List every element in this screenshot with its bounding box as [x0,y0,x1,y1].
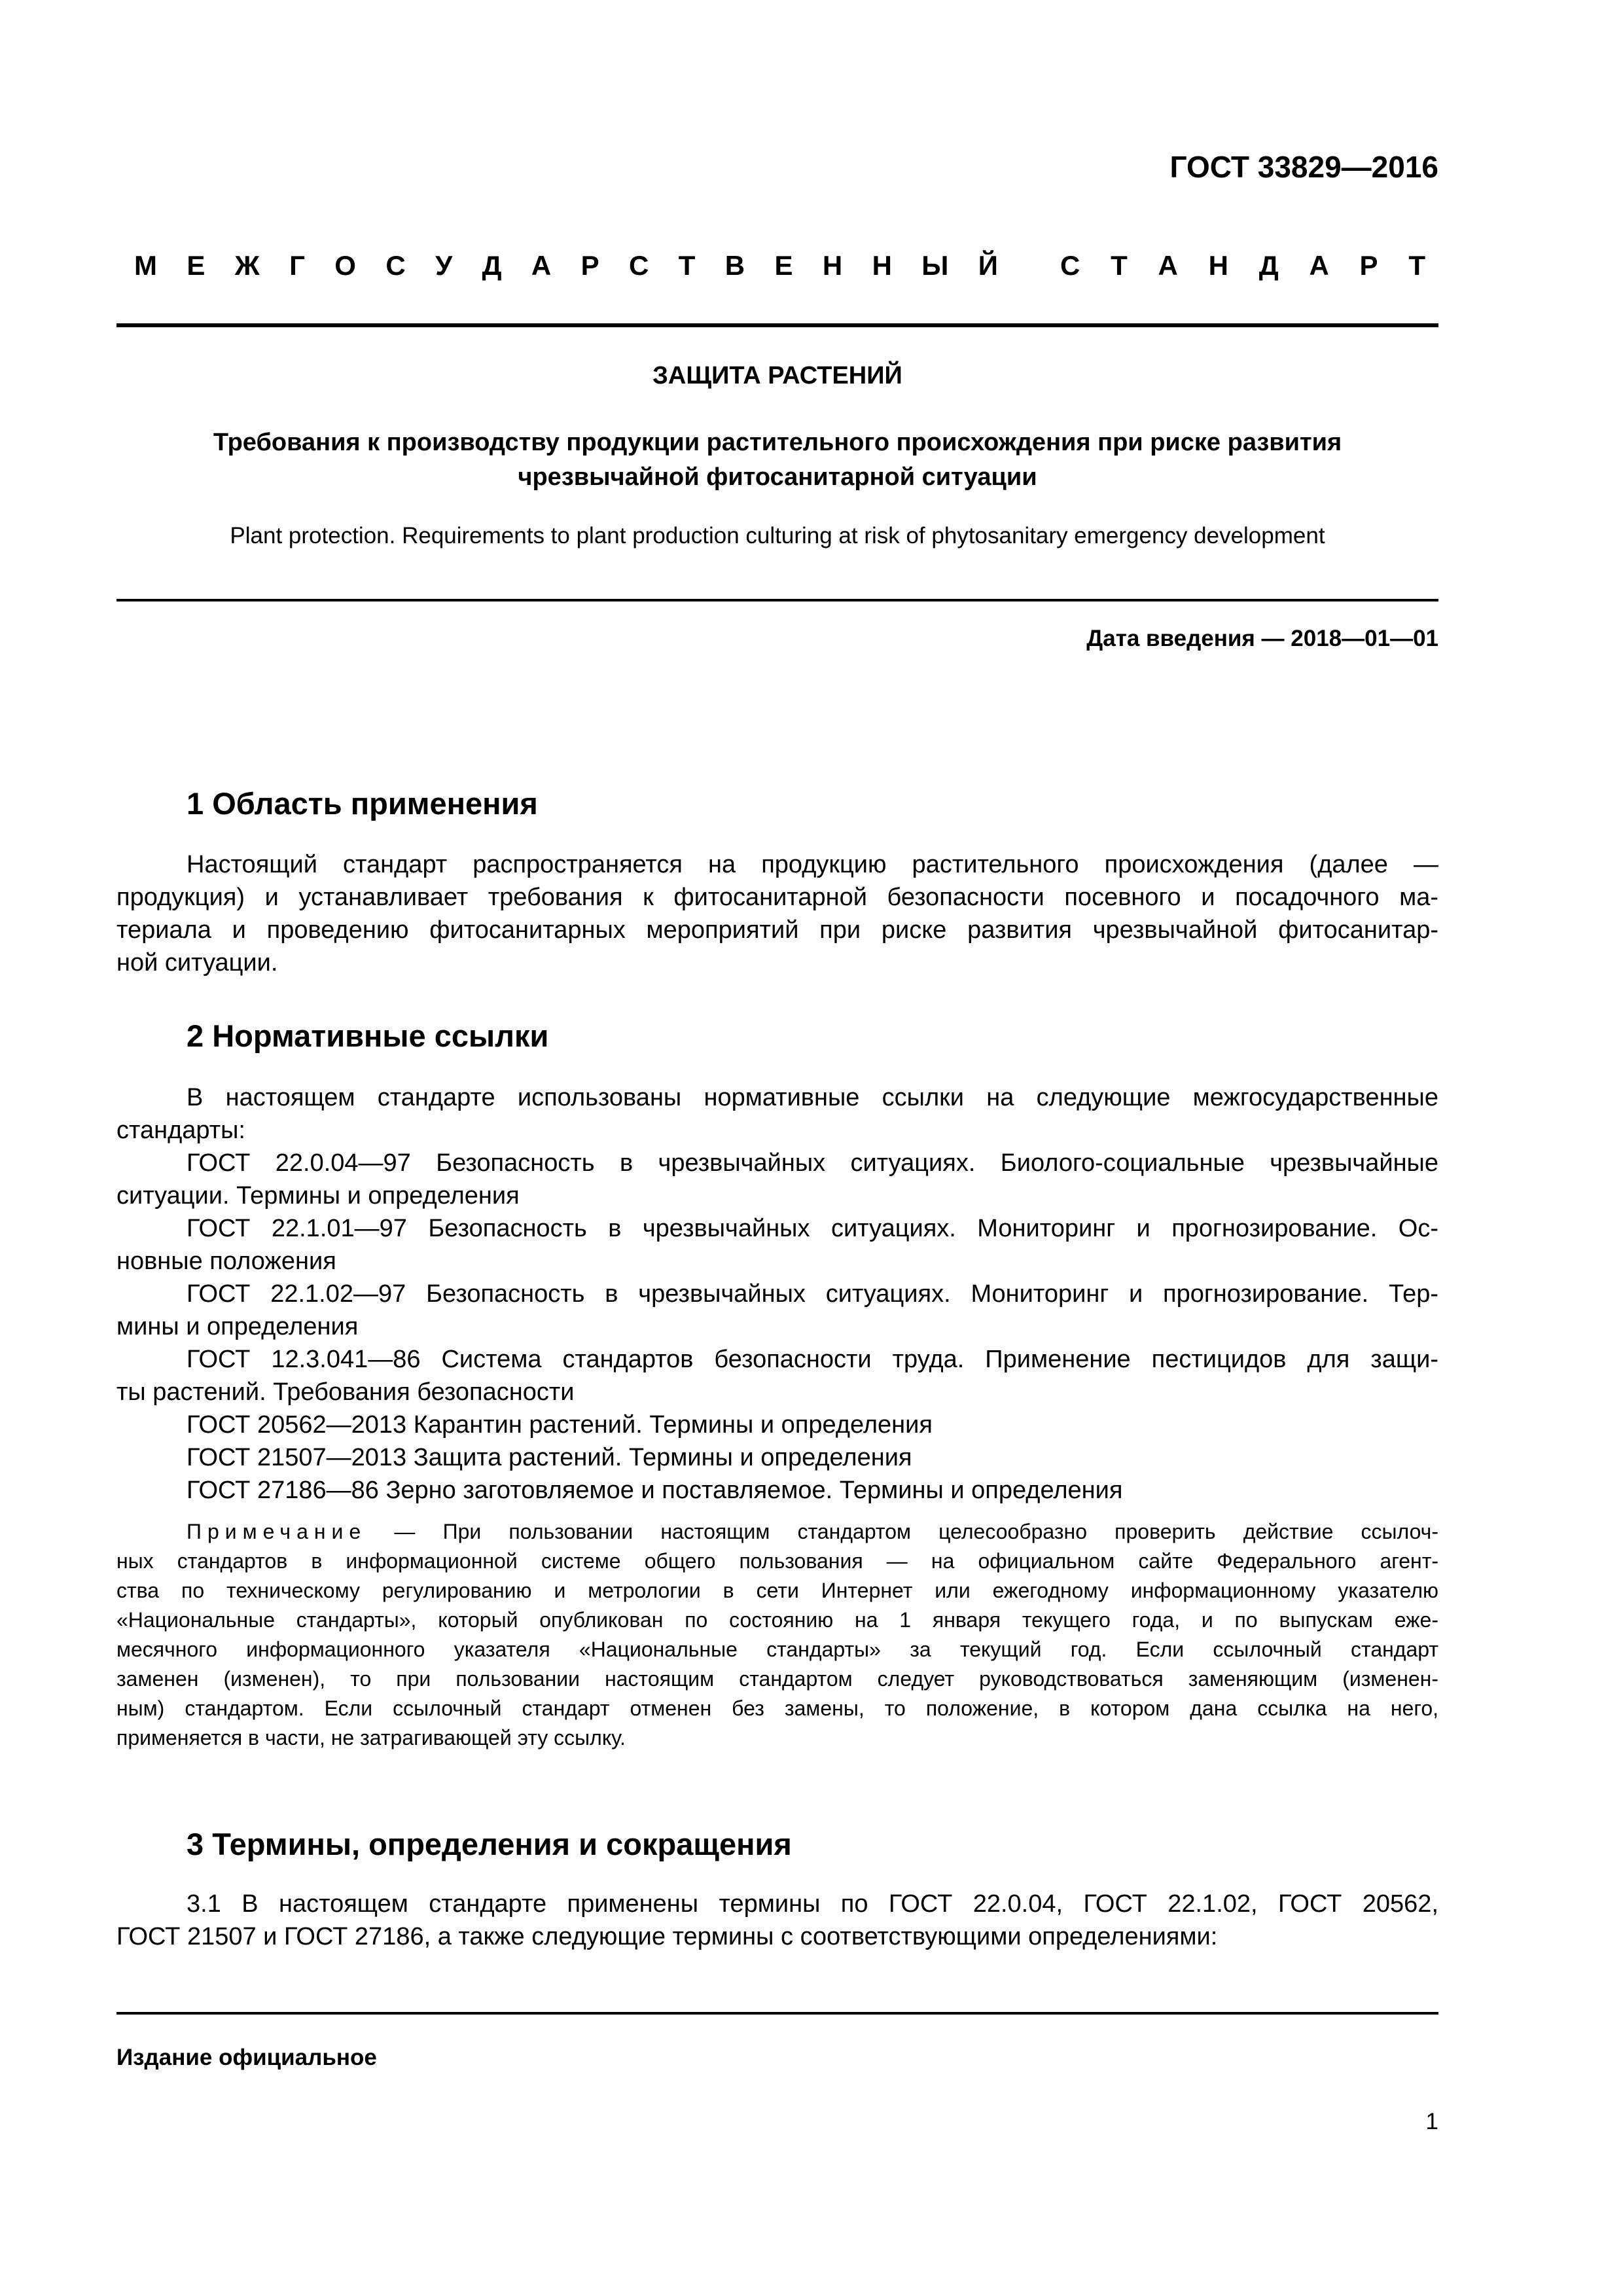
letter: Т [678,250,696,281]
section-2-note [116,1517,1438,1753]
reference-line: новные положения [116,1247,336,1275]
note-line: месячного информационного указателя «Национальные стандарты» за текущий год. Если ссылочный стандарт [116,1638,1438,1661]
title-divider [116,599,1438,601]
subtitle-line: чрезвычайной фитосанитарной ситуации [518,463,1037,491]
english-title: Plant protection. Requirements to plant production culturing at risk of phytosanitary emergency development [230,523,1325,548]
reference-line: ГОСТ 12.3.041—86 Система стандартов безопасности труда. Применение пестицидов для защи- [187,1346,1438,1373]
letter: У [435,250,453,281]
letter: С [628,250,649,281]
subtitle-line: Требования к производству продукции растительного происхождения при риске развития [213,429,1342,456]
section-2-heading: 2 Нормативные ссылки [187,1018,549,1053]
letter: Т [1111,250,1128,281]
section-3-text [116,1888,1438,1953]
text-line: 3.1 В настоящем стандарте применены термины по ГОСТ 22.0.04, ГОСТ 22.1.02, ГОСТ 20562, [187,1890,1438,1918]
text-line: стандарты: [116,1117,245,1144]
date-introduced: Дата введения — 2018—01—01 [1086,626,1438,651]
reference-line: ГОСТ 21507—2013 Защита растений. Термины и определения [187,1444,912,1471]
section-3-heading: 3 Термины, определения и сокращения [187,1827,792,1861]
note-line [116,1517,1438,1547]
standard-subtitle [116,425,1438,495]
section-1-heading: 1 Область применения [187,786,538,821]
reference-line: ГОСТ 22.0.04—97 Безопасность в чрезвычайных ситуациях. Биолого-социальные чрезвычайные [187,1149,1438,1177]
letter: Д [1258,250,1279,281]
letter: Д [482,250,502,281]
note-label: Примечание [187,1520,367,1543]
interstate-word [134,250,998,281]
letter: Й [978,250,998,281]
letter: С [385,250,406,281]
note-line: ных стандартов в информационной системе общего пользования — на официальном сайте Федерального агент- [116,1549,1438,1573]
reference-line: ты растений. Требования безопасности [116,1378,575,1406]
standard-word [1060,250,1425,281]
note-line: заменен (изменен), то при пользовании настоящим стандартом следует руководствоваться заменяющим (изменен- [116,1667,1438,1691]
letter: Е [187,250,205,281]
letter: Ы [921,250,949,281]
note-line: ным) стандартом. Если ссылочный стандарт отменен без замены, то положение, в котором дана ссылка на него, [116,1696,1438,1720]
letter: В [724,250,745,281]
section-2-text [116,1081,1438,1507]
note-line: «Национальные стандарты», который опубликован по состоянию на 1 января текущего года, и по выпускам еже- [116,1608,1438,1632]
reference-line: ГОСТ 22.1.02—97 Безопасность в чрезвычайных ситуациях. Мониторинг и прогнозирование. Тер- [187,1280,1438,1308]
letter: А [1309,250,1329,281]
edition-label: Издание официальное [116,2045,377,2070]
text-line: ГОСТ 21507 и ГОСТ 27186, а также следующие термины с соответствующими определениями: [116,1923,1218,1950]
letter: Р [1359,250,1378,281]
letter: Н [822,250,843,281]
document-code: ГОСТ 33829—2016 [1169,150,1438,184]
text-line: териала и проведению фитосанитарных мероприятий при риске развития чрезвычайной фитосанитар- [116,916,1438,944]
letter: А [1158,250,1178,281]
header-divider [116,323,1438,327]
text-line: продукция) и устанавливает требования к фитосанитарной безопасности посевного и посадочного ма- [116,884,1438,911]
note-line: ства по техническому регулированию и метрологии в сети Интернет или ежегодному информационному указателю [116,1579,1438,1602]
letter: О [334,250,356,281]
reference-line: мины и определения [116,1313,359,1340]
reference-line: ГОСТ 27186—86 Зерно заготовляемое и поставляемое. Термины и определения [187,1477,1123,1504]
page-number: 1 [1425,2109,1438,2134]
note-text: — При пользовании настоящим стандартом целесообразно проверить действие ссылоч- [366,1520,1438,1543]
letter: М [134,250,157,281]
reference-line: ГОСТ 20562—2013 Карантин растений. Термины и определения [187,1411,933,1439]
letter: Н [872,250,892,281]
text-line: ной ситуации. [116,949,278,977]
letter: Е [774,250,793,281]
letter: Т [1408,250,1425,281]
text-line: Настоящий стандарт распространяется на продукцию растительного происхождения (далее — [187,851,1438,878]
letter: Р [580,250,599,281]
letter: С [1060,250,1080,281]
text-line: В настоящем стандарте использованы нормативные ссылки на следующие межгосударственные [187,1084,1438,1111]
standard-title: ЗАЩИТА РАСТЕНИЙ [652,362,902,389]
letter: Н [1208,250,1228,281]
reference-line: ГОСТ 22.1.01—97 Безопасность в чрезвычайных ситуациях. Мониторинг и прогнозирование. Ос- [187,1215,1438,1242]
section-1-text [116,848,1438,979]
reference-line: ситуации. Термины и определения [116,1182,520,1210]
letter: А [531,250,552,281]
letter: Ж [234,250,260,281]
footer-divider [116,2012,1438,2015]
note-line: применяется в части, не затрагивающей эту ссылку. [116,1726,626,1749]
letter: Г [289,250,305,281]
